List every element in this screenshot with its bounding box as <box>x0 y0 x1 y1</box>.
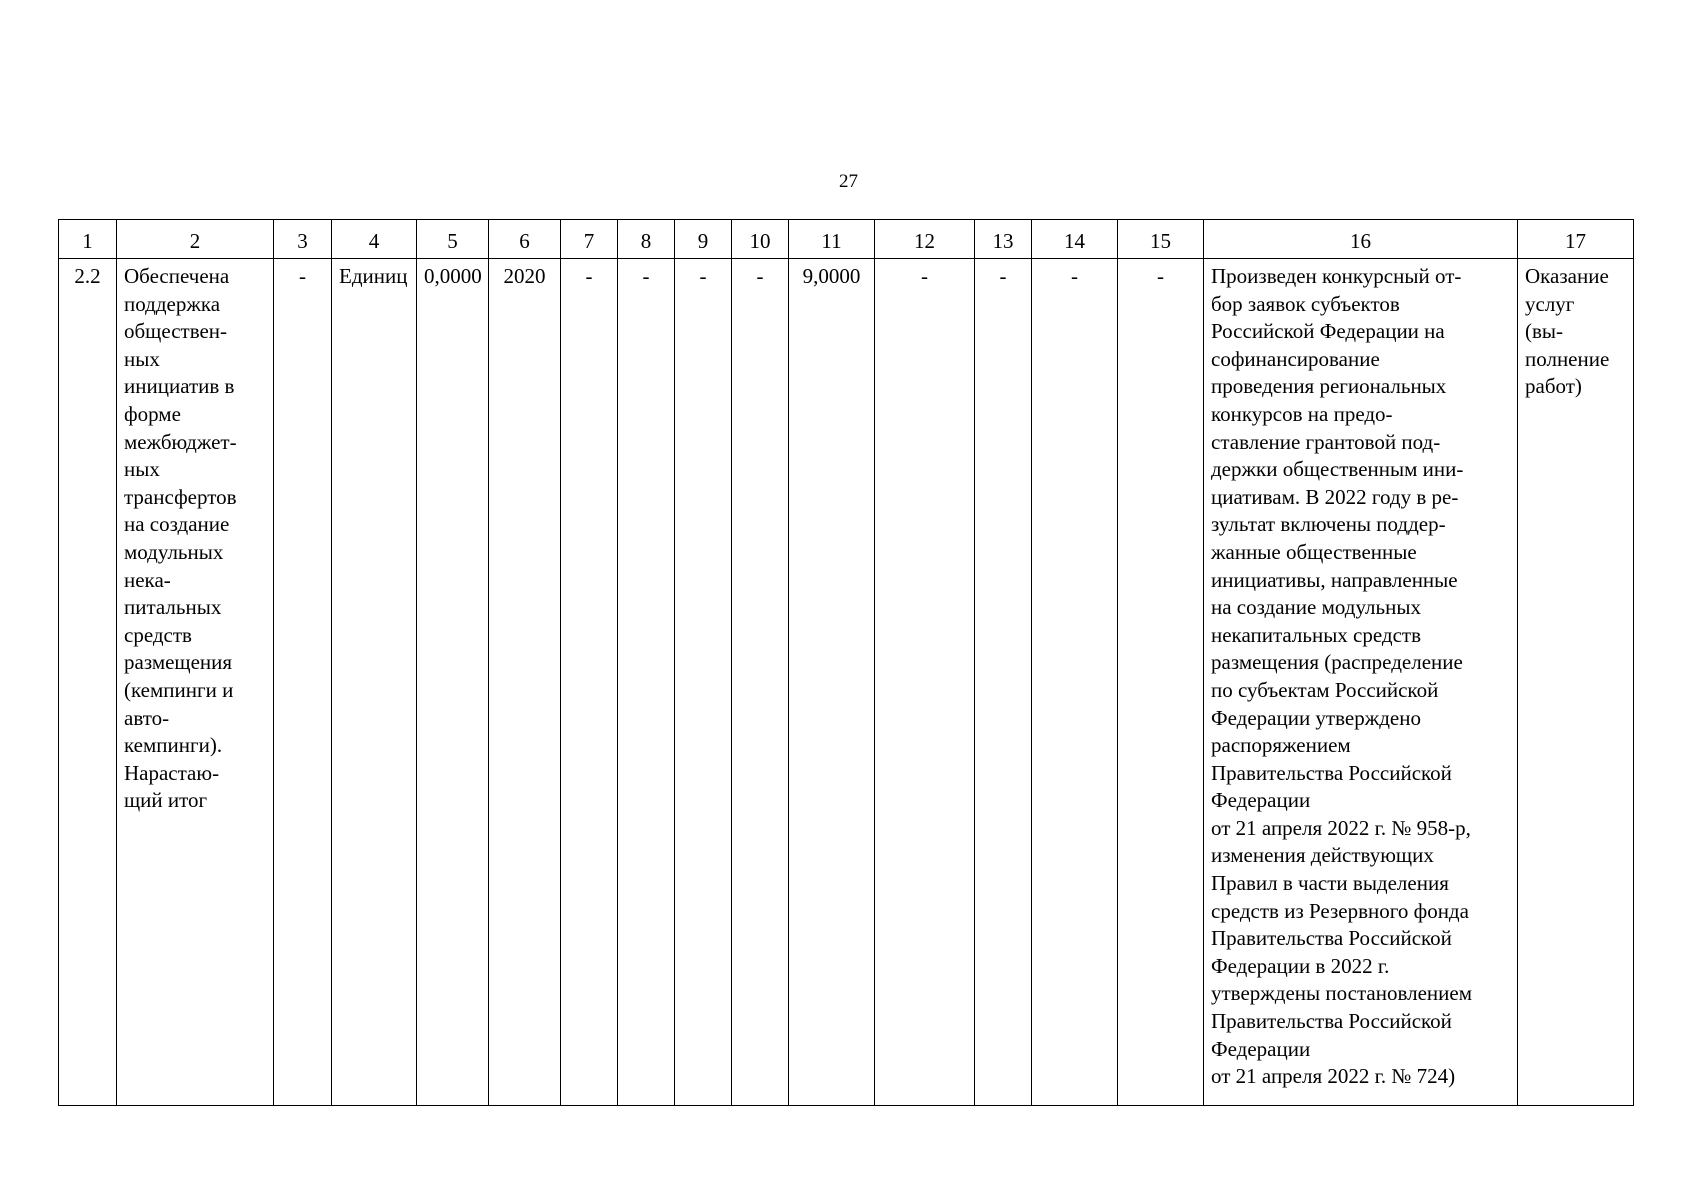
cell-base-value: 0,0000 <box>417 259 489 1106</box>
description-line: щий итог <box>124 788 208 813</box>
work-type-line: Оказание <box>1525 264 1609 288</box>
comment-line: зультат включены поддер- <box>1211 512 1446 537</box>
comment-line: от 21 апреля 2022 г. № 724) <box>1211 1064 1456 1089</box>
cell-col-3: - <box>274 259 332 1106</box>
cell-comment <box>1204 259 1518 1106</box>
description-line: размещения <box>124 650 233 675</box>
comment-line: Произведен конкурсный от- <box>1211 264 1462 288</box>
description-line: форме <box>124 401 181 426</box>
description-line: Нарастаю- <box>124 760 220 785</box>
column-header-10: 10 <box>732 220 789 259</box>
comment-line: конкурсов на предо- <box>1211 401 1393 426</box>
cell-col-15: - <box>1118 259 1204 1106</box>
description-line: авто- <box>124 705 170 730</box>
comment-line: Правительства Российской <box>1211 1009 1452 1034</box>
description-line: ных <box>124 457 160 482</box>
comment-line: ставление грантовой под- <box>1211 429 1441 454</box>
column-header-16: 16 <box>1204 220 1518 259</box>
comment-line: Российской Федерации на <box>1211 319 1445 344</box>
description-line: поддержка <box>124 291 221 316</box>
comment-line: Федерации <box>1211 1036 1311 1061</box>
cell-col-14: - <box>1032 259 1118 1106</box>
description-line: средств <box>124 622 192 647</box>
column-header-1: 1 <box>59 220 117 259</box>
description-line: трансфертов <box>124 484 237 509</box>
cell-item-number: 2.2 <box>59 259 117 1106</box>
column-header-11: 11 <box>789 220 875 259</box>
comment-line: утверждены постановлением <box>1211 981 1473 1006</box>
cell-col-10: - <box>732 259 789 1106</box>
cell-unit: Единиц <box>332 259 417 1106</box>
comment-line: софинансирование <box>1211 346 1380 371</box>
header-row <box>59 220 1634 259</box>
description-line: Обеспечена <box>124 264 230 288</box>
work-type-line: (вы- <box>1525 319 1564 344</box>
description-line: межбюджет- <box>124 429 237 454</box>
cell-col-8: - <box>618 259 675 1106</box>
description-line: обществен- <box>124 319 228 344</box>
column-header-15: 15 <box>1118 220 1204 259</box>
comment-line: размещения (распределение <box>1211 650 1463 675</box>
page-number: 27 <box>839 171 858 192</box>
column-header-8: 8 <box>618 220 675 259</box>
column-header-14: 14 <box>1032 220 1118 259</box>
description-line: нека- <box>124 567 171 592</box>
cell-base-year: 2020 <box>489 259 561 1106</box>
comment-line: по субъектам Российской <box>1211 677 1439 702</box>
data-table <box>58 219 1634 1106</box>
column-header-17: 17 <box>1518 220 1634 259</box>
comment-line: некапитальных средств <box>1211 622 1422 647</box>
comment-line: Федерации <box>1211 788 1311 813</box>
comment-line: на создание модульных <box>1211 595 1421 620</box>
cell-col-11: 9,0000 <box>789 259 875 1106</box>
column-header-9: 9 <box>675 220 732 259</box>
comment-line: Федерации в 2022 г. <box>1211 953 1390 978</box>
description-line: питальных <box>124 595 222 620</box>
cell-description <box>117 259 274 1106</box>
comment-line: инициативы, направленные <box>1211 567 1458 592</box>
description-line: кемпинги). <box>124 733 223 758</box>
cell-col-12: - <box>875 259 975 1106</box>
comment-line: бор заявок субъектов <box>1211 291 1400 316</box>
table-row <box>59 259 1634 1106</box>
work-type-line: услуг <box>1525 291 1575 316</box>
comment-line: изменения действующих <box>1211 843 1434 868</box>
description-line: ных <box>124 346 160 371</box>
column-header-5: 5 <box>417 220 489 259</box>
cell-col-13: - <box>975 259 1032 1106</box>
comment-line: циативам. В 2022 году в ре- <box>1211 484 1459 509</box>
comment-line: от 21 апреля 2022 г. № 958-р, <box>1211 815 1471 840</box>
description-line: (кемпинги и <box>124 677 234 702</box>
column-header-2: 2 <box>117 220 274 259</box>
description-line: инициатив в <box>124 374 235 399</box>
column-header-4: 4 <box>332 220 417 259</box>
comment-line: проведения региональных <box>1211 374 1447 399</box>
column-header-6: 6 <box>489 220 561 259</box>
comment-line: Федерации утверждено <box>1211 705 1421 730</box>
comment-line: средств из Резервного фонда <box>1211 898 1469 923</box>
column-header-12: 12 <box>875 220 975 259</box>
comment-line: распоряжением <box>1211 733 1351 758</box>
cell-work-type <box>1518 259 1634 1106</box>
comment-line: Правительства Российской <box>1211 926 1452 951</box>
comment-line: Правительства Российской <box>1211 760 1452 785</box>
description-line: на создание <box>124 512 230 537</box>
comment-line: Правил в части выделения <box>1211 871 1449 896</box>
column-header-13: 13 <box>975 220 1032 259</box>
description-line: модульных <box>124 539 224 564</box>
comment-line: жанные общественные <box>1211 539 1417 564</box>
column-header-7: 7 <box>561 220 618 259</box>
cell-col-9: - <box>675 259 732 1106</box>
cell-col-7: - <box>561 259 618 1106</box>
work-type-line: работ) <box>1525 374 1582 399</box>
comment-line: держки общественным ини- <box>1211 457 1464 482</box>
work-type-line: полнение <box>1525 346 1610 371</box>
column-header-3: 3 <box>274 220 332 259</box>
